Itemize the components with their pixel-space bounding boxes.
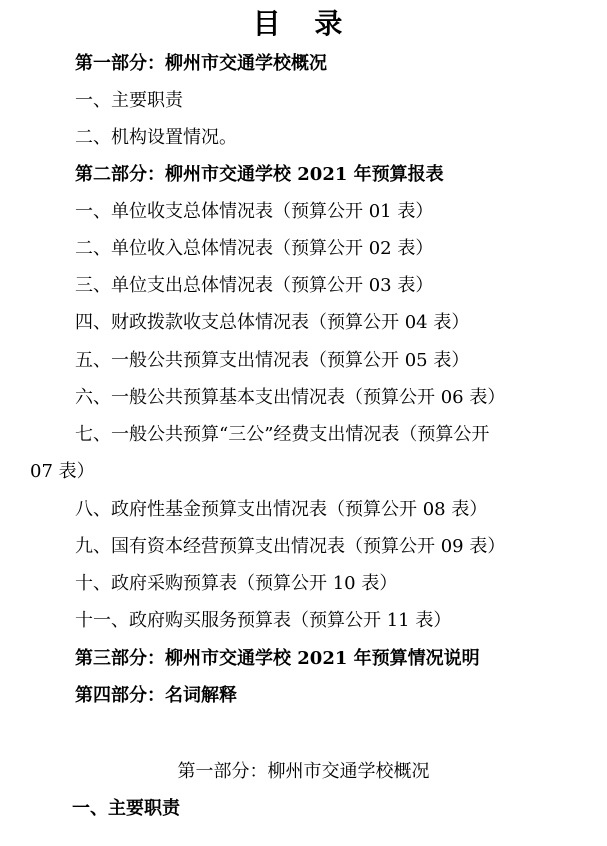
toc-part-1: 第一部分：柳州市交通学校概况 [75,53,327,74]
toc-item-2-4: 四、财政拨款收支总体情况表（预算公开 04 表） [75,312,470,333]
toc-item-2-7-continued: 07 表） [30,461,95,482]
toc-part-4: 第四部分：名词解释 [75,685,237,706]
toc-item-2-2: 二、单位收入总体情况表（预算公开 02 表） [75,238,434,259]
toc-item-1-1: 一、主要职责 [75,90,183,111]
toc-item-2-9: 九、国有资本经营预算支出情况表（预算公开 09 表） [75,536,506,557]
toc-item-2-5: 五、一般公共预算支出情况表（预算公开 05 表） [75,350,470,371]
toc-item-2-6: 六、一般公共预算基本支出情况表（预算公开 06 表） [75,387,506,408]
section-heading: 一、主要职责 [72,798,180,819]
toc-item-1-2: 二、机构设置情况。 [75,127,237,148]
toc-item-2-7: 七、一般公共预算“三公”经费支出情况表（预算公开 [75,424,490,445]
section-title: 第一部分：柳州市交通学校概况 [177,761,430,782]
page-title: 目 录 [252,7,355,40]
toc-item-2-8: 八、政府性基金预算支出情况表（预算公开 08 表） [75,499,488,520]
toc-item-2-3: 三、单位支出总体情况表（预算公开 03 表） [75,275,434,296]
toc-item-2-10: 十、政府采购预算表（预算公开 10 表） [75,573,398,594]
toc-item-2-1: 一、单位收支总体情况表（预算公开 01 表） [75,201,434,222]
toc-item-2-11: 十一、政府购买服务预算表（预算公开 11 表） [75,610,452,631]
toc-part-3: 第三部分：柳州市交通学校 2021 年预算情况说明 [75,648,480,669]
toc-part-2: 第二部分：柳州市交通学校 2021 年预算报表 [75,164,444,185]
